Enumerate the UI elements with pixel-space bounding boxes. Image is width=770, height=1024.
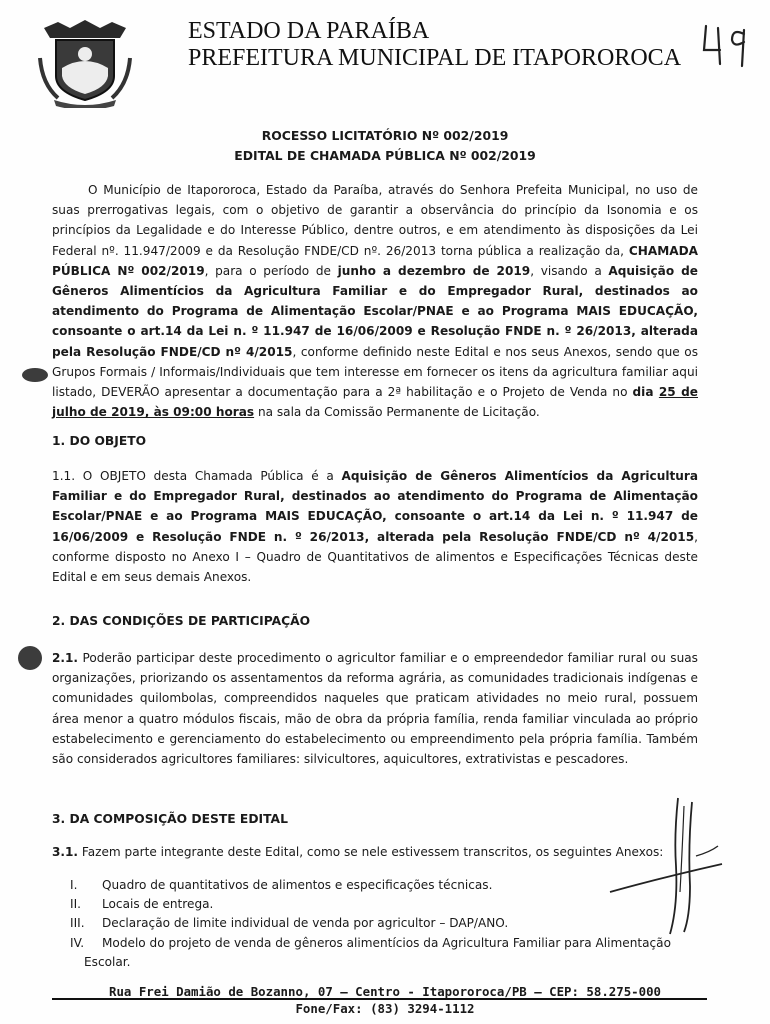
section-2-paragraph: 2.1. Poderão participar deste procedimento o agricultor familiar e o empreendedor familiar rural ou suas organizações, priorizando os assentamentos da reforma agrária, as comunidades tradicionais indígenas e comunidades quilombolas, compreendidos naqueles que praticam atividades no meio rural, possuem área menor a quatro módulos fiscais, mão de obra da própria família, renda familiar vinculada ao próprio estabelecimento e gerenciamento do estabelecimento ou empreendimento pela própria família. Também são considerados agricultores familiares: silvicultores, aquicultores, extrativistas e pescadores. — [52, 651, 698, 767]
edital-title: EDITAL DE CHAMADA PÚBLICA Nº 002/2019 — [234, 148, 536, 163]
list-item: IV. Modelo do projeto de venda de gêneros alimentícios da Agricultura Familiar para Alimentação — [70, 935, 671, 950]
letterhead — [188, 18, 681, 72]
hole-punch-mark — [18, 646, 42, 670]
hole-punch-mark — [22, 368, 48, 382]
list-item: I. Quadro de quantitativos de alimentos e especificações técnicas. — [70, 878, 493, 892]
state-name: ESTADO DA PARAÍBA — [188, 18, 430, 44]
prefecture-name: PREFEITURA MUNICIPAL DE ITAPOROROCA — [188, 45, 682, 71]
section-1-paragraph: 1.1. O OBJETO desta Chamada Pública é a Aquisição de Gêneros Alimentícios da Agricultura Familiar e do Empregador Rural, destinados ao atendimento do Programa de Alimentação Escolar/PNAE e ao Programa MAIS EDUCAÇÃO, consoante o art.14 da Lei n. º 11.947 de 16/06/2009 e Resolução FNDE n. º 26/2013, alterada pela Resolução FNDE/CD nº 4/2015, conforme disposto no Anexo I – Quadro de Quantitativos de alimentos e Especificações Técnicas deste Edital e em seus demais Anexos. — [52, 469, 698, 585]
section-3-paragraph: 3.1. Fazem parte integrante deste Edital, como se nele estivessem transcritos, os seguintes Anexos: — [52, 845, 664, 859]
intro-paragraph: O Município de Itapororoca, Estado da Paraíba, através do Senhora Prefeita Municipal, no uso de suas prerrogativas legais, com o objetivo de garantir a observância do princípio da Isonomia e os princípios da Legalidade e do Interesse Público, dentre outros, e em atendimento às disposições da Lei Federal nº. 11.947/2009 e da Resolução FNDE/CD nº. 26/2013 torna pública a realização da, CHAMADA PÚBLICA Nº 002/2019, para o período de junho a dezembro de 2019, visando a Aquisição de Gêneros Alimentícios da Agricultura Familiar e do Empregador Rural, destinados ao atendimento do Programa de Alimentação Escolar/PNAE e ao Programa MAIS EDUCAÇÃO, consoante o art.14 da Lei n. º 11.947 de 16/06/2009 e Resolução FNDE n. º 26/2013, alterada pela Resolução FNDE/CD nº 4/2015, conforme definido neste Edital e nos seus Anexos, sendo que os Grupos Formais / Informais/Individuais que tem interesse em fornecer os itens da agricultura familiar aqui listado, DEVERÃO apresentar a documentação para a 2ª habilitação e o Projeto de Venda no dia 25 de julho de 2019, às 09:00 horas na sala da Comissão Permanente de Licitação. — [52, 183, 699, 420]
document-titles — [0, 126, 770, 166]
handwritten-signature — [600, 796, 730, 936]
footer-phone: Fone/Fax: (83) 3294-1112 — [295, 1001, 475, 1016]
handwritten-page-number — [698, 20, 758, 70]
annex-continuation: Escolar. — [84, 954, 131, 969]
list-item: II. Locais de entrega. — [70, 897, 214, 912]
footer-address: Rua Frei Damião de Bozanno, 07 – Centro - Itapororoca/PB – CEP: 58.275-000 — [108, 984, 662, 999]
process-title: ROCESSO LICITATÓRIO Nº 002/2019 — [261, 128, 509, 143]
section-3-heading: 3. DA COMPOSIÇÃO DESTE EDITAL — [52, 812, 288, 826]
section-1-heading: 1. DO OBJETO — [52, 434, 147, 448]
municipal-crest-emblem — [36, 18, 134, 108]
list-item: III. Declaração de limite individual de venda por agricultor – DAP/ANO. — [70, 916, 509, 931]
section-2-heading: 2. DAS CONDIÇÕES DE PARTICIPAÇÃO — [52, 614, 311, 628]
